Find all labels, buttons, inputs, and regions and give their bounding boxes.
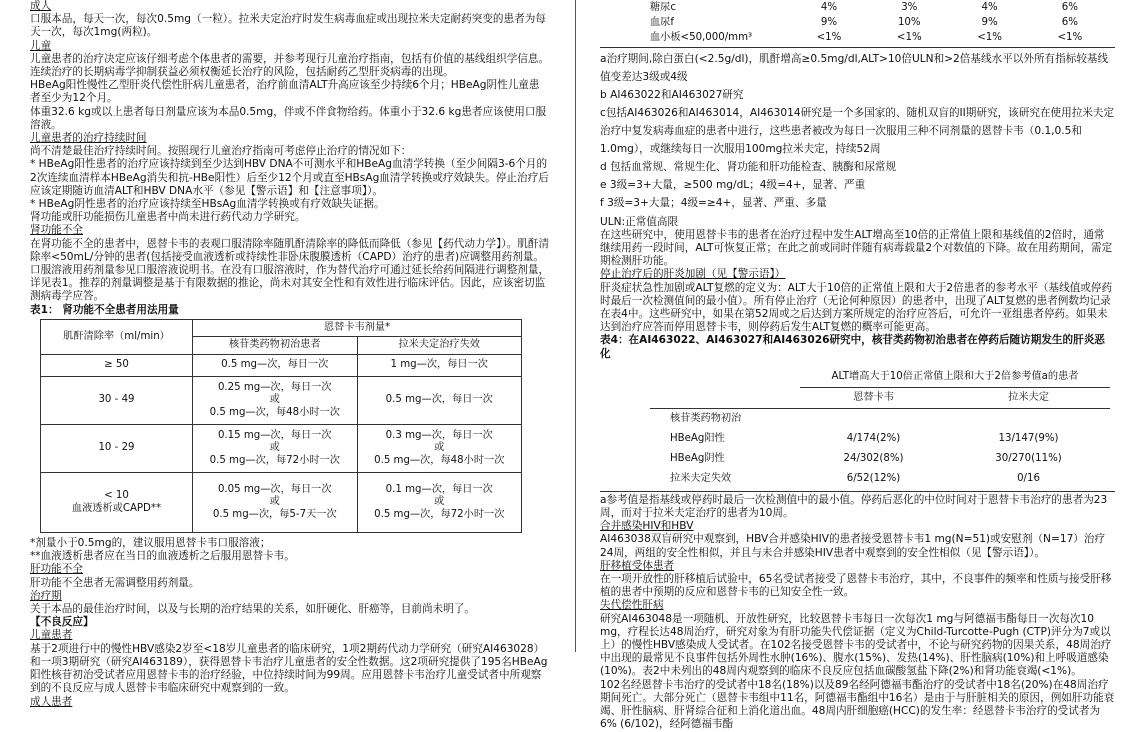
text-line: 在肾功能不全的患者中，恩替卡韦的表观口服清除率随肌酐清除率的降低而降低（参见【药代动力学】）。肌酐清除率<50mL/分钟的患者(包括接受血液透析或持续性非卧床腹膜透析（CAPD）治疗的患者)应调整用药剂量。口服溶液用药剂量参见口服溶液说明书。在没有口服溶液时，作为替代治疗可通过延长给药间隔进行调整剂量，详见表1。推荐的剂量调整是基于有限数据的推论，尚未对其安全性和有效性进行临床评估。因此，应该密切监测病毒学应答。	[30, 237, 550, 303]
table-cell: 10%	[897, 17, 921, 29]
table-cell: ≥ 50	[41, 355, 193, 377]
table-row	[650, 408, 1110, 429]
table-cell: HBeAg阴性	[670, 452, 725, 464]
row-label: 血小板<50,000/mm³	[650, 32, 753, 44]
footnote: c包括AI463026和AI463014，AI463014研究是一个多国家的、随机双盲的II期研究，该研究在使用拉米夫定治疗中复发病毒血症的患者中进行，这些患者被改为每日一次服用三种不同剂量的恩替卡韦（0.1,0.5和1.0mg），或继续每日一次服用100mg拉米夫定，持续52周	[600, 106, 1115, 155]
right-column	[600, 0, 1115, 731]
table-cell: < 10 血液透析或CAPD**	[41, 473, 193, 533]
table-cell: 4/174(2%)	[846, 432, 901, 444]
col-header-lam-fail: 拉米夫定治疗失效	[357, 337, 522, 355]
column-divider	[575, 0, 576, 652]
stop-heading: 停止治疗后的肝炎加剧（见【警示语】）	[600, 268, 786, 281]
table-cell: 30 - 49	[41, 377, 193, 425]
table-cell: HBeAg阳性	[670, 432, 725, 444]
table-1-renal-dosing	[40, 319, 522, 533]
text-line: 儿童患者	[30, 629, 73, 642]
table-row	[610, 0, 1110, 15]
table-cell: 6%	[1061, 17, 1078, 29]
footnote: a治疗期间,除白蛋白(<2.5g/dl)，肌酐增高≥0.5mg/dl,ALT>10倍ULN和>2倍基线水平以外所有指标较基线值变差达3级或4级	[600, 52, 1109, 83]
table-row	[41, 425, 522, 473]
table-cell: 10 - 29	[41, 425, 193, 473]
text-line: * HBeAg阴性患者的治疗应该持续至HBsAg血清学转换或有疗效缺失证据。	[30, 198, 385, 211]
transplant-paragraph: 在一项开放性的肝移植后试验中，65名受试者接受了恩替卡韦治疗，其中，不良事件的频率和性质与接受肝移植的患者中预期的反应和恩替卡韦的已知安全性一致。	[600, 573, 1112, 599]
table-cell	[947, 408, 1110, 429]
table-cell: 6%	[1061, 2, 1078, 13]
t4-group-header: ALT增高大于10倍正常值上限和大于2倍参考值a的患者	[800, 367, 1110, 388]
table-cell: 0.25 mg—次，每日一次 或 0.5 mg—次，每48小时一次	[193, 377, 358, 425]
table-cell: 0.05 mg—次，每日一次 或 0.5 mg—次，每5-7天一次	[193, 473, 358, 533]
table-row	[610, 15, 1110, 30]
table-cell: 9%	[981, 17, 998, 29]
t4-header-entecavir: 恩替卡韦	[853, 391, 894, 403]
text-line: 肝功能不全	[30, 563, 83, 576]
table-cell: <1%	[816, 32, 842, 44]
text-line: 表1： 肾功能不全患者用法用量	[30, 303, 179, 316]
text-line: 治疗期	[30, 589, 62, 602]
table-cell: 0.5 mg—次，每日一次	[193, 355, 358, 377]
table-row	[650, 469, 1110, 489]
hiv-heading: 合并感染HIV和HBV	[600, 520, 694, 533]
footnote: d 包括血常规、常规生化、肾功能和肝功能检查、胰酶和尿常规	[600, 160, 897, 173]
text-line: 儿童患者的治疗决定应该仔细考虑个体患者的需要，并参考现行儿童治疗指南，包括有价值的基线组织学信息。连续治疗的长期病毒学抑制获益必须权衡延长治疗的风险，包括耐药乙型肝炎病毒的出现。	[30, 52, 550, 79]
table-cell: <1%	[977, 32, 1002, 44]
text-line: 【不良反应】	[30, 616, 94, 629]
table-cell: <1%	[896, 32, 922, 44]
table-cell: 3%	[901, 2, 918, 13]
alt-paragraph: 在这些研究中，使用恩替卡韦的患者在治疗过程中发生ALT增高至10倍的正常值上限和基线值的2倍时，通常继续用药一段时间，ALT可恢复正常；在此之前或同时伴随有病毒载量2个对数值的下降。故在用药期间，需定期检测肝功能。	[600, 228, 1113, 268]
table-cell: 0.3 mg—次，每日一次 或 0.5 mg—次，每48小时一次	[357, 425, 522, 473]
table-cell: 13/147(9%)	[998, 432, 1059, 444]
table-cell: <1%	[1057, 32, 1083, 44]
col-header-naive: 核苷类药物初治患者	[193, 337, 358, 355]
footnote: e 3级=3+大量，≥500 mg/dL；4级=4+，显著、严重	[600, 178, 866, 191]
text-line: 肝功能不全患者无需调整用药剂量。	[30, 576, 200, 589]
col-header-creatinine: 肌酐清除率（ml/min）	[41, 319, 193, 354]
text-line: 肾功能不全	[30, 224, 83, 237]
table-cell: 30/270(11%)	[995, 452, 1062, 464]
text-line: *剂量小于0.5mg的，建议服用恩替卡韦口服溶液；	[30, 537, 271, 550]
table-cell: 0/16	[1017, 472, 1040, 484]
footnote: b AI463022和AI463027研究	[600, 88, 744, 101]
table-cell: 拉米夫定失效	[670, 472, 732, 484]
table-cell: 9%	[820, 17, 838, 29]
text-line: * HBeAg阳性患者的治疗应该持续到至少达到HBV DNA不可测水平和HBeAg血清学转换（至少间隔3-6个月的2次连续血清样本HBeAg消失和抗-HBe阳性）后至少12个月或直至HBsAg血清学转换或疗效缺失。停止治疗后应该定期随访血清ALT和HBV DNA水平（参见【警示语】和【注意事项】）。	[30, 158, 549, 197]
text-line: 体重32.6 kg或以上患者每日剂量应该为本品0.5mg，伴或不伴食物给药。体重小于32.6 kg患者应该使用口服溶液。	[30, 105, 547, 131]
table-3-tail	[610, 0, 1110, 46]
text-line: 肾功能或肝功能损伤儿童患者中尚未进行药代动力学研究。	[30, 211, 306, 224]
table-cell: 6/52(12%)	[846, 472, 901, 484]
table-cell: 24/302(8%)	[843, 452, 904, 464]
col-header-dose-group: 恩替卡韦剂量*	[193, 319, 522, 337]
table-row	[650, 429, 1110, 449]
stop-paragraph: 肝炎症状急性加剧或ALT复燃的定义为：ALT大于10倍的正常值上限和大于2倍患者的参考水平（基线值或停药时最后一次检测值间的最小值）。所有停止治疗（无论何种原因）的患者中，出现了ALT复燃的患者例数均记录在表4中。这些研究中，如果在第52周或之后达到方案所规定的治疗应答后，可允许一亚组患者停药。如果未达到治疗应答而停用恩替卡韦，则停药后发生ALT复燃的概率可能更高。	[600, 281, 1113, 334]
text-line: 成人	[30, 0, 52, 12]
table-cell: 0.1 mg—次，每日一次 或 0.5 mg—次，每72小时一次	[357, 473, 522, 533]
text-line: 基于2项进行中的慢性HBV感染2岁至<18岁儿童患者的临床研究，1项2期药代动力学研究（研究AI463028）和一项3期研究（研究AI463189），获得恩替卡韦治疗儿童患者的安全性数据。这2项研究提供了195名HBeAg阳性核苷初治受试者应用恩替卡韦的治疗经验，中位持续时间为99周。应用恩替卡韦治疗儿童受试者中所观察到的不良反应与成人恩替卡韦临床研究中观察到的一致。	[30, 642, 548, 695]
death-paragraph: 102名经恩替卡韦治疗的受试者中18名(18%)以及89名经阿德福韦酯治疗的受试者中18名(20%)在48周治疗期间死亡。大部分死亡（恩替卡韦组中11名，阿德福韦酯组中16名）是由于与肝脏相关的原因，例如肝功能衰竭、肝性脑病、肝肾综合征和上消化道出血。48周内肝细胞癌(HCC)的发生率：经恩替卡韦治疗的受试者为6% (6/102)，经阿德福韦酯	[600, 678, 1115, 731]
table-row	[650, 449, 1110, 469]
uln-note: ULN:正常值高限	[600, 215, 679, 228]
table-row	[41, 377, 522, 425]
table-row	[610, 30, 1110, 45]
text-line: 尚不清楚最佳治疗持续时间。按照现行儿童治疗指南可考虑停止治疗的情况如下：	[30, 145, 412, 158]
row-label: 糖尿c	[650, 2, 676, 13]
text-line: 成人患者	[30, 695, 73, 708]
table-row	[41, 473, 522, 533]
decompensated-paragraph: 研究AI463048是一项随机、开放性研究，比较恩替卡韦每日一次每次1 mg与阿德福韦酯每日一次每次10 mg，疗程长达48周治疗，研究对象为有肝功能失代偿证据（定义为Child-Turcotte-Pugh (CTP)评分为7或以上）的慢性HBV感染成人受试者。在102名接受恩替卡韦的受试者中，不论与研究药物的因果关系，48周治疗中出现的最常见不良事件包括外周性水肿(16%)、腹水(15%)、发热(14%)、肝性脑病(10%)和上呼吸道感染(10%)。表2中未列出的48周内观察到的临床不良反应包括血碳酸氢盐下降(2%)和肾功能衰竭(<1%)。	[600, 612, 1112, 678]
left-column	[30, 0, 550, 708]
table-4-title: 表4：在AI463022、AI463027和AI463026研究中，核苷类药物初治患者在停药后随访期发生的肝炎恶化	[600, 334, 1105, 360]
text-line: **血液透析患者应在当日的血液透析之后服用恩替卡韦。	[30, 550, 295, 563]
t4-footnote: a参考值是指基线或停药时最后一次检测值中的最小值。停药后恶化的中位时间对于恩替卡韦治疗的患者为23周，而对于拉米夫定治疗的患者为10周。	[600, 493, 1108, 520]
table-cell: 核苷类药物初治	[670, 412, 742, 424]
table-cell: 0.15 mg—次，每日一次 或 0.5 mg—次，每72小时一次	[193, 425, 358, 473]
text-line: HBeAg阳性慢性乙型肝炎代偿性肝病儿童患者，治疗前血清ALT升高应该至少持续6个月；HBeAg阴性儿童患者至少为12个月。	[30, 79, 540, 105]
hiv-paragraph: AI463038双盲研究中观察到，HBV合并感染HIV的患者接受恩替卡韦1 mg(N=51)或安慰剂（N=17）治疗24周，两组的安全性相似，并且与未合并感染HIV患者中观察到的安全性相似（见【警示语】）。	[600, 533, 1106, 559]
decompensated-heading: 失代偿性肝病	[600, 599, 664, 612]
t4-header-lamivudine: 拉米夫定	[1008, 391, 1049, 403]
table-row	[41, 355, 522, 377]
text-line: 关于本品的最佳治疗时间，以及与长期的治疗结果的关系，如肝硬化、肝癌等，目前尚未明了。	[30, 603, 475, 616]
row-label: 血尿f	[650, 17, 674, 29]
footnote: f 3级=3+大量；4级=≥4+，显著、严重、多量	[600, 196, 827, 209]
table-cell: 1 mg—次，每日一次	[357, 355, 522, 377]
table-cell: 0.5 mg—次，每日一次	[357, 377, 522, 425]
text-line: 口服本品，每天一次，每次0.5mg（一粒）。拉米夫定治疗时发生病毒血症或出现拉米夫定耐药突变的患者为每天一次，每次1mg(两粒)。	[30, 13, 546, 39]
text-line: 儿童患者的治疗持续时间	[30, 132, 147, 145]
table-cell: 4%	[981, 2, 998, 13]
table-cell: 4%	[820, 2, 838, 13]
table-cell	[800, 408, 947, 429]
left-top-text	[30, 0, 550, 317]
text-line: 儿童	[30, 39, 52, 52]
table-4	[650, 367, 1110, 489]
table-footnotes	[600, 50, 1115, 212]
left-bottom-text	[30, 537, 550, 709]
transplant-heading: 肝移植受体患者	[600, 559, 675, 572]
